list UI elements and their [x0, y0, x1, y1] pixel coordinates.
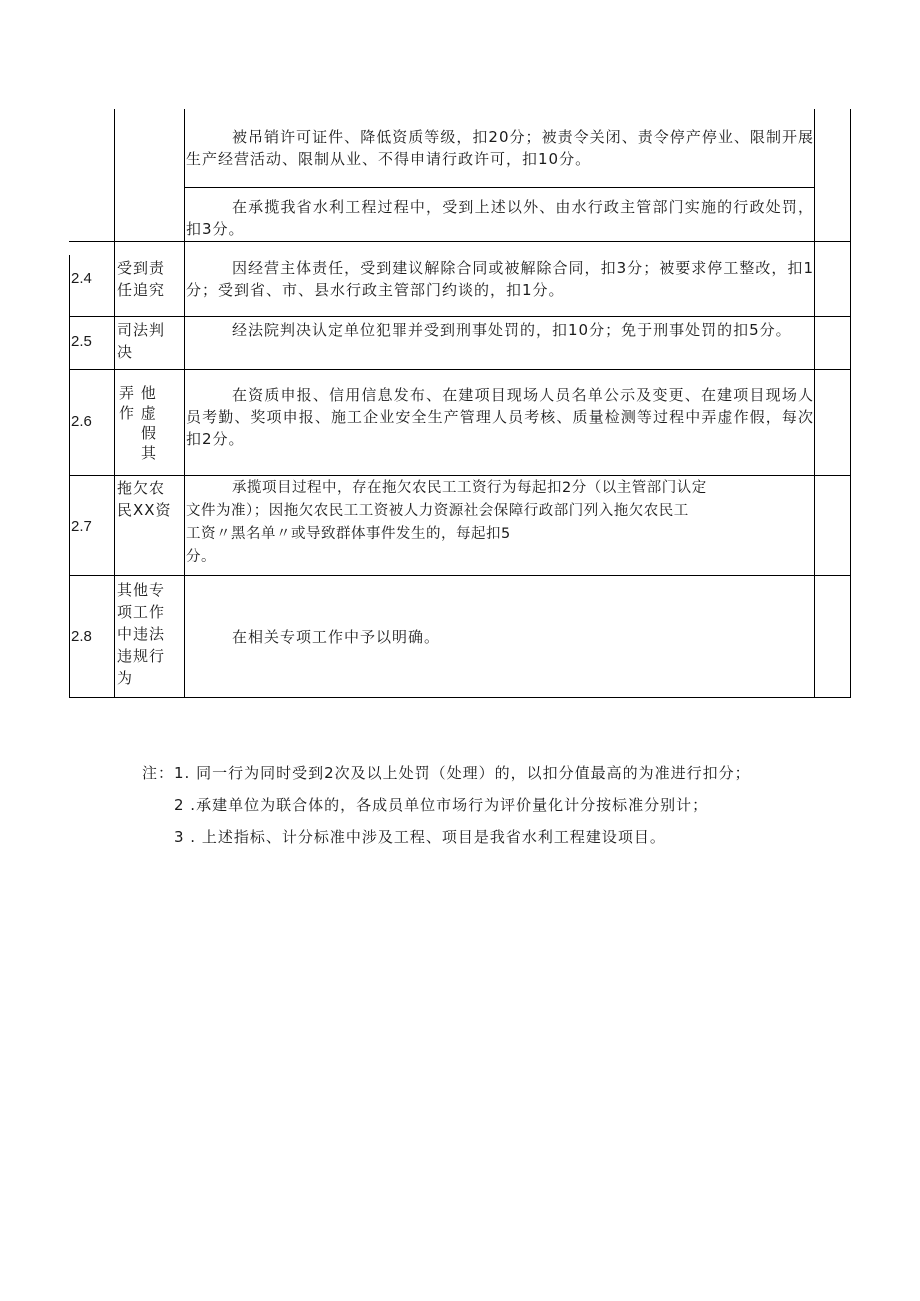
column-divider-id — [114, 109, 115, 698]
category-line: 其 — [141, 444, 158, 462]
row-id-2-7: 2.7 — [71, 518, 92, 535]
category-line: 违规行 — [117, 647, 166, 665]
note-3: 3 . 上述指标、计分标准中涉及工程、项目是我省水利工程建设项目。 — [174, 828, 666, 846]
row-id-2-4: 2.4 — [71, 270, 92, 287]
category-line: 弄 他 — [119, 384, 157, 402]
category-line: 其他专 — [117, 581, 166, 599]
table-border-bottom — [69, 697, 851, 698]
row-divider-2-4 — [69, 241, 851, 242]
table-border-left — [69, 255, 70, 698]
category-line: 假 — [141, 424, 158, 442]
row-divider-2-7 — [69, 475, 851, 476]
criteria-text-2-5: 经法院判决认定单位犯罪并受到刑事处罚的，扣10分；免于刑事处罚的扣5分。 — [232, 321, 792, 339]
criteria-line: 分。 — [186, 549, 216, 565]
criteria-text-2-7 — [186, 477, 814, 569]
category-line: 拖欠农 — [117, 479, 166, 497]
category-2-5 — [117, 319, 165, 363]
scoring-table — [69, 109, 851, 698]
row-divider-2-6 — [69, 369, 851, 370]
row-id-2-5: 2.5 — [71, 333, 92, 350]
category-line: 项工作 — [117, 603, 166, 621]
row-id-2-6: 2.6 — [71, 413, 92, 430]
row-divider-2-8 — [69, 575, 851, 576]
table-border-right — [850, 109, 851, 698]
category-line: 司法判 — [117, 321, 166, 339]
category-line: 任追究 — [117, 281, 166, 299]
category-line: 中违法 — [117, 625, 166, 643]
category-2-6 — [119, 383, 157, 463]
category-2-7 — [117, 477, 172, 521]
category-line: 决 — [117, 343, 134, 361]
criteria-line: 文件为准）；因拖欠农民工工资被人力资源社会保障行政部门列入拖欠农民工 — [186, 503, 689, 519]
criteria-line: 工资〃黑名单〃或导致群体事件发生的，每起扣5 — [186, 526, 511, 542]
category-2-4 — [117, 257, 165, 301]
category-2-8 — [117, 579, 165, 689]
category-line: 作 虚 — [119, 404, 157, 422]
criteria-text-2-8: 在相关专项工作中予以明确。 — [232, 628, 441, 646]
criteria-line: 承揽项目过程中，存在拖欠农民工工资行为每起扣2分（以主管部门认定 — [232, 480, 707, 496]
row-divider-2-5 — [69, 316, 851, 317]
criteria-text-2-4: 因经营主体责任，受到建议解除合同或被解除合同，扣3分；被要求停工整改，扣1分；受到省、市、县水行政主管部门约谈的，扣1分。 — [186, 259, 814, 299]
note-1: 注：1. 同一行为同时受到2次及以上处罚（处理）的，以扣分值最高的为准进行扣分； — [142, 764, 751, 782]
category-line: 受到责 — [117, 259, 166, 277]
category-line: 为 — [117, 669, 134, 687]
criteria-text-2-6: 在资质申报、信用信息发布、在建项目现场人员名单公示及变更、在建项目现场人员考勤、奖项申报、施工企业安全生产管理人员考核、质量检测等过程中弄虚作假，每次扣2分。 — [186, 386, 814, 448]
note-2: 2 .承建单位为联合体的，各成员单位市场行为评价量化计分按标准分别计； — [174, 796, 709, 814]
row-id-2-8: 2.8 — [71, 628, 92, 645]
criteria-text-revocation: 被吊销许可证件、降低资质等级，扣20分；被责令关闭、责令停产停业、限制开展生产经营活动、限制从业、不得申请行政许可，扣10分。 — [186, 128, 814, 168]
category-line: 民XX资 — [117, 501, 172, 519]
criteria-text-other-penalty: 在承揽我省水利工程过程中，受到上述以外、由水行政主管部门实施的行政处罚，扣3分。 — [186, 198, 814, 238]
column-divider-score — [814, 109, 815, 698]
column-divider-category — [184, 109, 185, 698]
row-divider-sub — [184, 187, 814, 188]
